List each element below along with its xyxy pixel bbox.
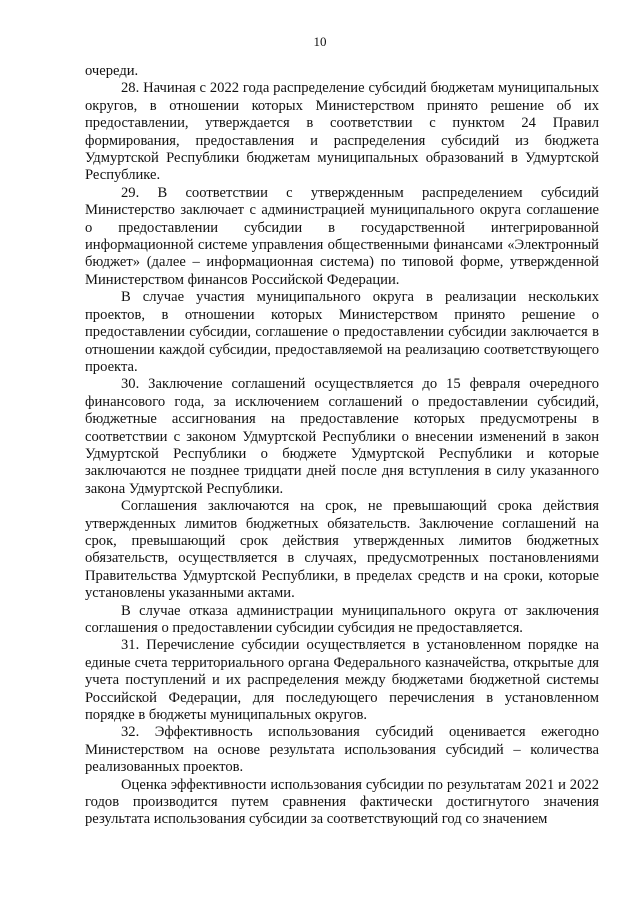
paragraph-item-30: 30. Заключение соглашений осуществляется до 15 февраля очередного финансового года, за исключением соглашений о предоставлении субсидий, бюджетные ассигнования на предоставление которых предусмотрены в соответствии с законом Удмуртской Республики о внесении изменений в закон Удмуртской Республики о бюджете Удмуртской Республики и которые заключаются не позднее тридцати дней после дня вступления в силу указанного закона Удмуртской Республики. bbox=[85, 376, 599, 497]
paragraph-item-31: 31. Перечисление субсидии осуществляется в установленном порядке на единые счета территориального органа Федерального казначейства, открытые для учета поступлений и их распределения между бюджетами бюджетной системы Российской Федерации, для последующего перечисления в установленном порядке в бюджеты муниципальных округов. bbox=[85, 637, 599, 724]
paragraph-item-32: 32. Эффективность использования субсидий оценивается ежегодно Министерством на основе результата использования субсидий – количества реализованных проектов. bbox=[85, 724, 599, 776]
paragraph: Оценка эффективности использования субсидии по результатам 2021 и 2022 годов производится путем сравнения фактически достигнутого значения результата использования субсидии за соответствующий год со значением bbox=[85, 776, 599, 828]
paragraph-item-28: 28. Начиная с 2022 года распределение субсидий бюджетам муниципальных округов, в отношении которых Министерством принято решение об их предоставлении, утверждается в соответствии с пунктом 24 Правил формирования, предоставления и распределения субсидий из бюджета Удмуртской Республики бюджетам муниципальных образований в Удмуртской Республике. bbox=[85, 80, 599, 184]
paragraph: В случае участия муниципального округа в реализации нескольких проектов, в отношении которых Министерством принято решение о предоставлении субсидии, соглашение о предоставлении субсидии заключается в отношении каждой субсидии, предоставляемой на реализацию соответствующего проекта. bbox=[85, 289, 599, 375]
paragraph: Соглашения заключаются на срок, не превышающий срока действия утвержденных лимитов бюджетных обязательств. Заключение соглашений на срок, превышающий срок действия утвержденных лимитов бюджетных обязательств, осуществляется в случаях, предусмотренных постановлениями Правительства Удмуртской Республики, в пределах средств и на сроки, которые установлены указанными актами. bbox=[85, 498, 599, 602]
document-body bbox=[85, 63, 599, 829]
paragraph-item-29: 29. В соответствии с утвержденным распределением субсидий Министерство заключает с администрацией муниципального округа соглашение о предоставлении субсидии в государственной интегрированной информационной системе управления общественными финансами «Электронный бюджет» (далее – информационная система) по типовой форме, утвержденной Министерством финансов Российской Федерации. bbox=[85, 184, 599, 288]
paragraph: В случае отказа администрации муниципального округа от заключения соглашения о предоставлении субсидии субсидия не предоставляется. bbox=[85, 602, 599, 636]
page-number: 10 bbox=[313, 34, 327, 49]
paragraph-continuation: очереди. bbox=[85, 63, 139, 79]
